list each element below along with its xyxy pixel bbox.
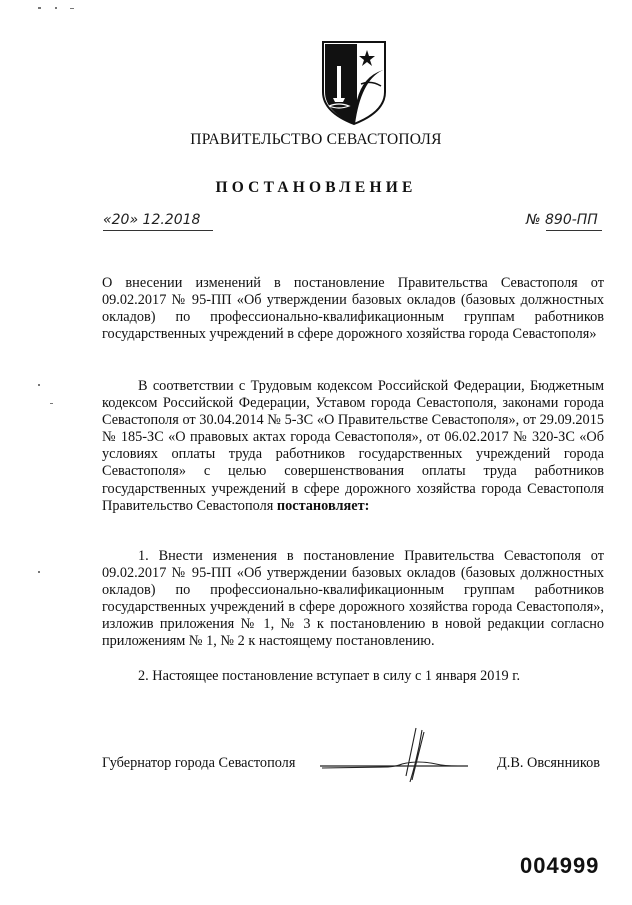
sevastopol-emblem-icon: [319, 40, 389, 126]
government-name: ПРАВИТЕЛЬСТВО СЕВАСТОПОЛЯ: [190, 131, 442, 148]
item-2-paragraph: [102, 668, 604, 685]
preamble-paragraph: [102, 378, 604, 515]
resolves-word: постановляет:: [276, 497, 370, 514]
handwritten-signature: [318, 726, 468, 786]
signatory-position: Губернатор города Севастополя: [102, 755, 296, 771]
subject-paragraph: О внесении изменений в постановление Правительства Севастополя от 09.02.2017 № 95-ПП «Об утверждении базовых окладов (базовых должностных окладов) по профессионально-квалификационным группам работников государственных учреждений в сфере дорожного хозяйства города Севастополя»: [102, 275, 604, 343]
item-2-text: 2. Настоящее постановление вступает в силу с 1 января 2019 г.: [138, 668, 521, 684]
signatory-name: Д.В. Овсянников: [497, 755, 600, 771]
item-1-paragraph: [102, 548, 604, 651]
document-number: [526, 212, 602, 228]
serial-number: 004999: [520, 853, 600, 878]
document-date: [103, 212, 213, 228]
document-type-title: ПОСТАНОВЛЕНИЕ: [215, 179, 417, 196]
item-1-text: 1. Внести изменения в постановление Правительства Севастополя от 09.02.2017 № 95-ПП «Об утверждении базовых окладов (базовых должностных окладов) по профессионально-квалификационным группам работников государственных учреждений в сфере дорожного хозяйства города Севастополя», изложив приложения № 1, № 3 к постановлению в новой редакции согласно приложениям № 1, № 2 к настоящему постановлению.: [102, 548, 604, 650]
number-value: № 890-ПП: [526, 212, 598, 228]
date-value: «20» 12.2018: [103, 212, 201, 228]
preamble-text: В соответствии с Трудовым кодексом Российской Федерации, Бюджетным кодексом Российской Федерации, Уставом города Севастополя, законами города Севастополя от 30.04.2014 № 5-ЗС «О Правительстве Севастополя», от 29.09.2015 № 185-ЗС «О правовых актах города Севастополя», от 06.02.2017 № 320-ЗС «Об условиях оплаты труда работников государственных учреждений города Севастополя» с целью совершенствования оплаты труда работников государственных учреждений в сфере дорожного хозяйства города Севастополя Правительство Севастополя: [102, 378, 604, 514]
